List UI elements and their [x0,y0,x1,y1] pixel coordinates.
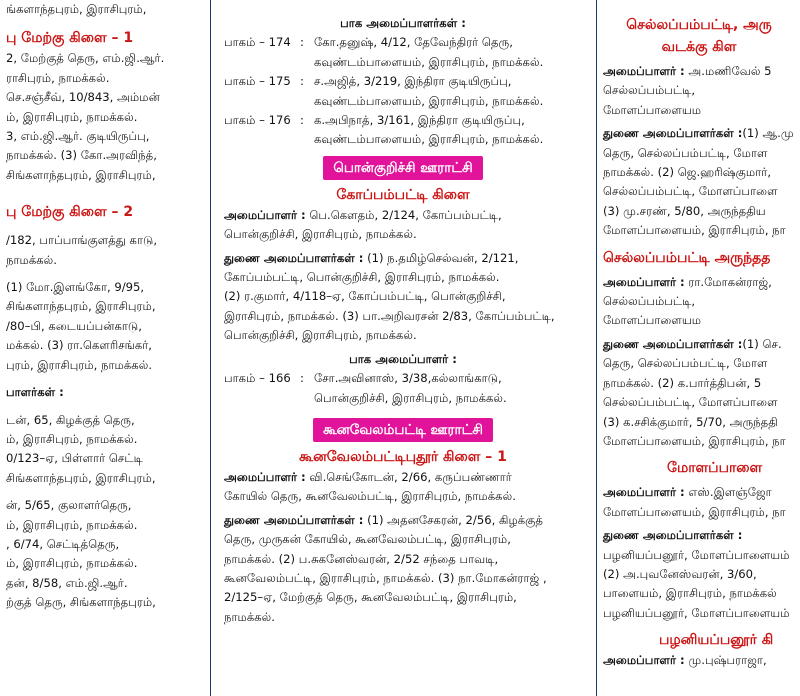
deputy-text: (1) அதனசேகரன், 2/56, கிழக்குத் [367,512,543,527]
text-line: ம், இராசிபுரம், நாமக்கல். [6,517,138,532]
text-line: செல்லப்பம்பட்டி, மோளப்பாளை [603,184,778,199]
text-line: பழனியப்பனூர், மோளப்பாளையம் [603,605,790,620]
text-line: 3, எம்.ஜி.ஆர். குடியிருப்பு, [6,129,150,144]
section-label: பாக அமைப்பாளர்கள் : [340,16,466,30]
text-line: பொன்குறிச்சி, இராசிபுரம், நாமக்கல். [224,328,417,343]
deputy-text: (1) செ. [742,336,782,351]
text-line: சிங்களாந்தபுரம், இராசிபுரம், [6,167,156,182]
organizer-text: வி.செங்கோடன், 2/66, கருப்பண்ணார் [309,469,512,484]
branch-heading: மோளப்பாளை [667,460,763,477]
text-line: மக்கல். (3) ரா.கௌரிசங்கர், [6,338,152,353]
text-line: சிங்களாந்தபுரம், இராசிபுரம், [6,470,156,485]
organizer-label: அமைப்பாளர் : [603,274,685,289]
panchayat-badge: பொன்குறிச்சி ஊராட்சி [323,156,482,180]
pagam-row: பாகம் – 176 : க.அபிநாத், 3/161, இந்திரா குடியிருப்பு, கவுண்டம்பாளையம், இராசிபுரம், நாமக்கல். [224,111,582,150]
branch-heading: வடக்கு கிள [661,39,737,55]
text-line: நாமக்கல். (2) ப.சுகனேஸ்வரன், 2/52 சந்தை பாவடி, [224,551,499,566]
organizer-text: பெ.கௌதம், 2/124, கோப்பம்பட்டி, [309,207,502,222]
text-line: பாளையம், இராசிபுரம், நாமக்கல் [603,586,777,601]
text-line: (3) க.சசிக்குமார், 5/70, அருந்ததி [603,414,778,429]
organizer-text: அ.மணிவேல் 5 [688,64,772,78]
organizer-label: அமைப்பாளர் : [224,469,306,484]
text-line: கோப்பம்பட்டி, பொன்குறிச்சி, இராசிபுரம், நாமக்கல். [224,270,500,285]
panchayat-badge: கூனவேலம்பட்டி ஊராட்சி [313,418,493,442]
branch-heading: செல்லப்பம்பட்டி அருந்தத [603,249,771,266]
text-line: (1) மோ.இளங்கோ, 9/95, [6,280,145,295]
text-line: புரம், இராசிபுரம், நாமக்கல். [6,357,153,372]
organizer-label: அமைப்பாளர் : [603,485,685,500]
pagam-line: பொன்குறிச்சி, இராசிபுரம், நாமக்கல். [314,390,507,405]
text-line: ற்குத் தெரு, சிங்களாந்தபுரம், [6,595,156,610]
section-label: பாளர்கள் : [6,385,64,400]
text-line: 2/125–ஏ, மேற்குத் தெரு, கூனவேலம்பட்டி, இராசிபுரம், [224,590,517,605]
organizer-text: எஸ்.இளஞ்ஜோ [688,485,772,500]
deputy-text: (1) ஆ.மு [742,126,794,141]
text-line: 2, மேற்குத் தெரு, எம்.ஜி.ஆர். [6,51,165,66]
branch-heading: பழனியப்பனூர் கி [659,632,774,649]
text-line: டன், 65, கிழக்குத் தெரு, [6,412,135,427]
text-line: தெரு, செல்லப்பம்பட்டி, மோள [603,145,768,160]
pagam-line: ச.அஜித், 3/219, இந்திரா குடியிருப்பு, [314,74,512,89]
right-column [596,0,800,696]
branch-heading: பு மேற்கு கிளை – 1 [6,30,134,47]
text-line: தெரு, செல்லப்பம்பட்டி, மோள [603,356,768,371]
text-line: ங்களாந்தபுரம், இராசிபுரம், [6,2,147,16]
text-line: ம், இராசிபுரம், நாமக்கல். [6,556,138,571]
text-line: ராசிபுரம், நாமக்கல். [6,70,110,85]
pagam-line: கவுண்டம்பாளையம், இராசிபுரம், நாமக்கல். [314,54,544,69]
text-line: நாமக்கல். (2) ஜெ.ஹரிஷ்குமார், [603,165,772,180]
middle-column [218,0,588,696]
text-line: மோளப்பாளையம், இராசிபுரம், நா [603,433,786,448]
pagam-number: பாகம் – 174 [224,35,291,50]
left-column [0,0,211,696]
text-line: (2) ர.குமார், 4/118–ஏ, கோப்பம்பட்டி, பொன்குறிச்சி, [224,289,506,304]
text-line: செ.சஞ்சீவ், 10/843, அம்மன் [6,90,160,105]
pagam-line: க.அபிநாத், 3/161, இந்திரா குடியிருப்பு, [314,113,525,128]
organizer-text: மு.புஷ்பராஜா, [688,653,767,668]
organizer-label: அமைப்பாளர் : [603,64,685,78]
text-line: /182, பாப்பாங்குளத்து காடு, [6,233,158,248]
text-line: இராசிபுரம், நாமக்கல். (3) பா.அறிவரசன் 2/83, கோப்பம்பட்டி, [224,308,555,323]
text-line: நாமக்கல். (2) க.பார்த்திபன், 5 [603,375,762,390]
branch-heading: பு மேற்கு கிளை – 2 [6,204,134,221]
text-line: மோளப்பாளையம், இராசிபுரம், நா [603,504,786,519]
section-label: பாக அமைப்பாளர் : [349,351,457,366]
pagam-row: பாகம் – 166 : சோ.அவினாஸ், 3/38,கல்லாங்காடு, பொன்குறிச்சி, இராசிபுரம், நாமக்கல். [224,369,582,408]
text-line: 0/123–ஏ, பிள்ளார் செட்டி [6,451,143,466]
text-line: செல்லப்பம்பட்டி, மோளப்பாளை [603,395,778,410]
text-line: நாமக்கல். [6,252,57,267]
branch-heading: செல்லப்பம்பட்டி, அரு [626,17,772,33]
branch-heading: கோப்பம்பட்டி கிளை [336,186,470,203]
pagam-line: கோ.தனுஷ், 4/12, தேவேந்திரர் தெரு, [314,35,513,50]
text-line: தெரு, முருகன் கோயில், கூனவேலம்பட்டி, இராசிபுரம், [224,532,511,547]
text-line: கோயில் தெரு, கூனவேலம்பட்டி, இராசிபுரம், நாமக்கல். [224,489,516,504]
text-line: பழனியப்பனூர், மோளப்பாளையம் [603,547,790,562]
text-line: ன், 5/65, குலாளர்தெரு, [6,498,132,513]
text-line: செல்லப்பம்பட்டி, மோளப்பாளையம [603,294,702,328]
text-line: தன், 8/58, எம்.ஜி.ஆர். [6,575,128,590]
pagam-line: சோ.அவினாஸ், 3/38,கல்லாங்காடு, [314,371,502,386]
pagam-number: பாகம் – 176 [224,113,291,128]
organizer-label: அமைப்பாளர் : [224,207,306,222]
pagam-number: பாகம் – 175 [224,74,291,89]
pagam-row: பாகம் – 175 : ச.அஜித், 3/219, இந்திரா குடியிருப்பு, கவுண்டம்பாளையம், இராசிபுரம், நாமக்கல். [224,72,582,111]
text-line: /80–பி, கடையப்பன்காடு, [6,318,142,333]
text-line: பொன்குறிச்சி, இராசிபுரம், நாமக்கல். [224,227,417,242]
text-line: சிங்களாந்தபுரம், இராசிபுரம், [6,299,156,314]
deputy-text: (1) ந.தமிழ்செல்வன், 2/121, [367,250,519,265]
text-line: செல்லப்பம்பட்டி, மோளப்பாளையம [603,83,702,117]
organizer-text: ரா.மோகன்ராஜ், [688,274,772,289]
deputy-label: துணை அமைப்பாளர்கள் : [603,126,743,141]
deputy-label: துணை அமைப்பாளர்கள் : [224,512,364,527]
text-line: கூனவேலம்பட்டி, இராசிபுரம், நாமக்கல். (3) நா.மோகன்ராஜ் , [224,570,547,585]
text-line: (2) அ.புவனேஸ்வரன், 3/60, [603,566,757,581]
pagam-line: கவுண்டம்பாளையம், இராசிபுரம், நாமக்கல். [314,93,544,108]
text-line: , 6/74, செட்டித்தெரு, [6,536,120,551]
text-line: மோளப்பாளையம், இராசிபுரம், நா [603,223,786,238]
deputy-label: துணை அமைப்பாளர்கள் : [603,528,743,543]
pagam-number: பாகம் – 166 [224,371,291,386]
text-line: நாமக்கல். (3) கோ.அரவிந்த், [6,148,157,163]
deputy-label: துணை அமைப்பாளர்கள் : [603,336,743,351]
deputy-label: துணை அமைப்பாளர்கள் : [224,250,364,265]
text-line: ம், இராசிபுரம், நாமக்கல். [6,109,138,124]
organizer-label: அமைப்பாளர் : [603,653,685,668]
text-line: ம், இராசிபுரம், நாமக்கல். [6,431,138,446]
text-line: (3) மு.சரண், 5/80, அருந்ததிய [603,203,766,218]
pagam-row: பாகம் – 174 : கோ.தனுஷ், 4/12, தேவேந்திரர் தெரு, கவுண்டம்பாளையம், இராசிபுரம், நாமக்கல். [224,33,582,72]
pagam-line: கவுண்டம்பாளையம், இராசிபுரம், நாமக்கல். [314,132,544,147]
text-line: நாமக்கல். [224,609,275,624]
branch-heading: கூனவேலம்பட்டிபுதூர் கிளை – 1 [299,448,507,465]
